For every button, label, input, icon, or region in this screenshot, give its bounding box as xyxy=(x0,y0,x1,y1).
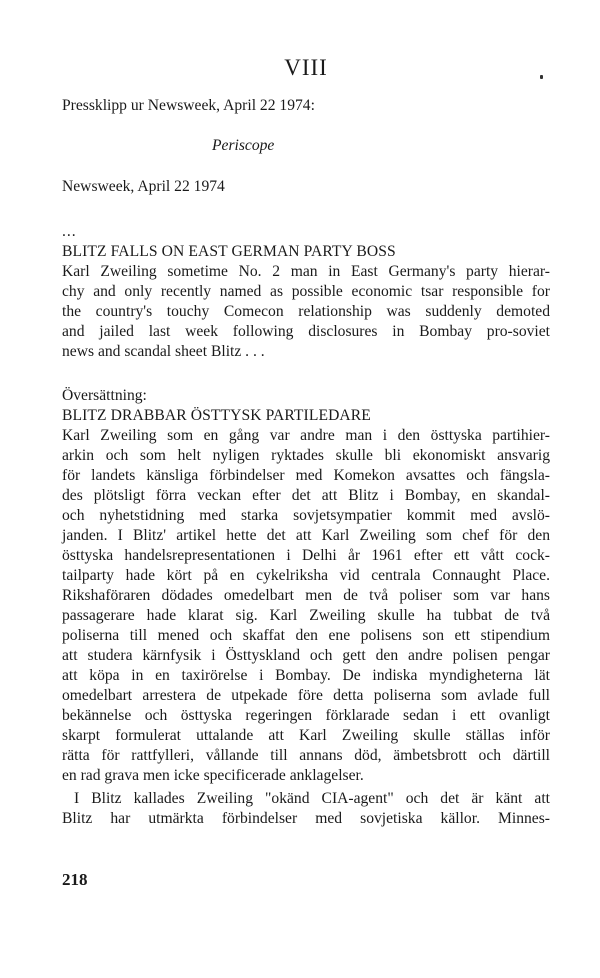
swedish-body-line: poliserna till mened och skaffat den ene polisens son ett stipendium xyxy=(62,627,550,644)
swedish-body-line: omedelbart arrestera de utpekade före detta poliserna som avlade full xyxy=(62,687,550,704)
section-title: Periscope xyxy=(212,137,275,154)
headline-swedish: BLITZ DRABBAR ÖSTTYSK PARTILEDARE xyxy=(62,407,371,424)
english-body-line: Karl Zweiling sometime No. 2 man in East Germany's party hierar- xyxy=(62,263,550,280)
swedish-body-line: skarpt formulerat uttalande att Karl Zweiling skulle ställas inför xyxy=(62,727,550,744)
swedish-body-line: arkin och som helt nyligen ryktades skulle bli ekonomiskt ansvarig xyxy=(62,447,550,464)
english-body-line: news and scandal sheet Blitz . . . xyxy=(62,343,265,360)
swedish-body-line: en rad grava men icke specificerade anklagelser. xyxy=(62,767,364,784)
swedish-body-line: des plötsligt förra veckan efter det att Blitz i Bombay, en skandal- xyxy=(62,487,550,504)
swedish-body-line: tailparty hade kört på en cykelriksha vid centrala Connaught Place. xyxy=(62,567,550,584)
swedish-body-line: östtyska handelsrepresentationen i Delhi år 1961 efter ett vått cock- xyxy=(62,547,550,564)
page-number: 218 xyxy=(62,870,88,889)
swedish-body-line: att studera kärnfysik i Östtyskland och gett den andre polisen pengar xyxy=(62,647,550,664)
swedish-body-line: janden. I Blitz' artikel hette det att Karl Zweiling som chef för den xyxy=(62,527,550,544)
swedish-body-line: Blitz har utmärkta förbindelser med sovjetiska källor. Minnes- xyxy=(62,810,550,827)
swedish-body-line: och nyhetstidning med starka sovjetsympatier kommit med avslö- xyxy=(62,507,550,524)
ellipsis: ... xyxy=(62,223,77,240)
swedish-body-line: för landets känsliga förbindelser med Komekon avsattes och fängsla- xyxy=(62,467,550,484)
source-line: Newsweek, April 22 1974 xyxy=(62,178,225,195)
print-speck xyxy=(540,75,543,79)
swedish-body-line: rätta för rattfylleri, vållande till annans död, ämbetsbrott och därtill xyxy=(62,747,550,764)
chapter-number: VIII xyxy=(284,55,328,80)
english-body-line: the country's touchy Comecon relationship was suddenly demoted xyxy=(62,303,550,320)
english-body-line: chy and only recently named as possible economic tsar responsible for xyxy=(62,283,550,300)
book-page xyxy=(62,0,550,978)
swedish-body-line: att köpa in en taxirörelse i Bombay. De indiska myndigheterna lät xyxy=(62,667,550,684)
english-body-line: and jailed last week following disclosures in Bombay pro-soviet xyxy=(62,323,550,340)
headline-english: BLITZ FALLS ON EAST GERMAN PARTY BOSS xyxy=(62,243,396,260)
translation-label: Översättning: xyxy=(62,387,147,404)
swedish-body-line: Karl Zweiling som en gång var andre man i den östtyska partihier- xyxy=(62,427,550,444)
swedish-body-line: passagerare hade klarat sig. Karl Zweiling skulle ha tubbat de två xyxy=(62,607,550,624)
swedish-body-line: I Blitz kallades Zweiling "okänd CIA-agent" och det är känt att xyxy=(74,790,550,807)
swedish-body-line: Rikshaföraren dödades omedelbart men de två poliser som var hans xyxy=(62,587,550,604)
press-clipping-label: Pressklipp ur Newsweek, April 22 1974: xyxy=(62,97,315,114)
swedish-body-line: bekännelse och östtyska regeringen förklarade sedan i ett ovanligt xyxy=(62,707,550,724)
